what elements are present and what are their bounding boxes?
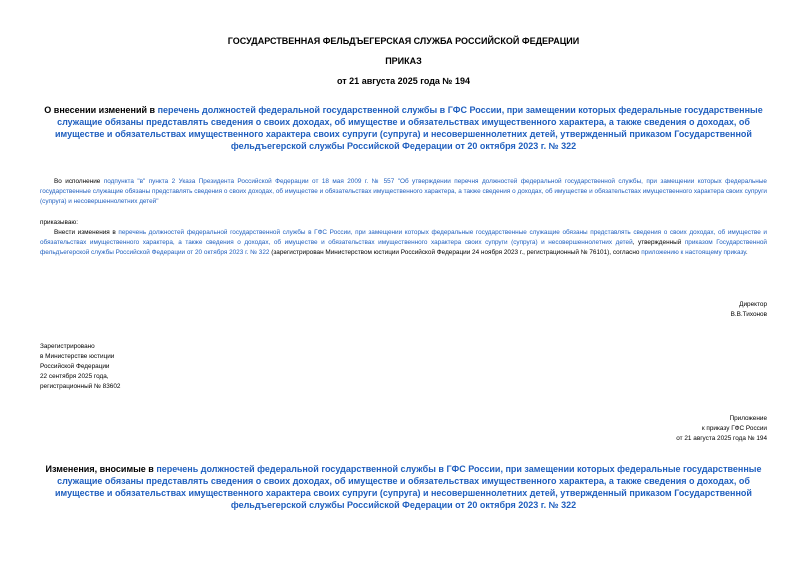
document-title-prefix: О внесении изменений в — [44, 105, 158, 115]
body-text-2: , утвержденный — [632, 239, 685, 246]
appendix-ref-line-1: Приложение — [729, 415, 767, 422]
appendix-reference-block — [676, 414, 767, 444]
registration-line-4: 22 сентября 2025 года, — [40, 373, 109, 380]
preamble-text: Во исполнение — [54, 178, 104, 185]
appendix-title — [40, 463, 767, 511]
registration-line-1: Зарегистрировано — [40, 343, 95, 350]
body-text-1: Внести изменения в — [54, 229, 119, 236]
decree-557-link[interactable]: подпункта "в" пункта 2 Указа Президента Российской Федерации от 18 мая 2009 г. № 557 "Об утверждении перечня должностей федеральной государственной службы, при замещении которых федеральные государственные служащие обязаны представлять сведения о своих доходах, об имуществе и обязательствах имущественного характера, а также сведения о доходах, об имуществе и обязательствах имущественного характера своих супруги (супруга) и несовершеннолетних детей" — [40, 178, 767, 205]
registration-block — [40, 342, 120, 392]
signature-block — [731, 300, 767, 320]
document-date-number: от 21 августа 2025 года № 194 — [337, 76, 470, 86]
registration-line-5: регистрационный № 83602 — [40, 383, 121, 390]
appendix-title-prefix: Изменения, вносимые в — [45, 464, 157, 474]
appendix-ref-line-3: от 21 августа 2025 года № 194 — [676, 435, 767, 442]
appendix-title-link[interactable]: перечень должностей федеральной государственной службы в ГФС России, при замещении которых федеральные государственные служащие обязаны представлять сведения о своих доходах, об имуществе и обязательствах имущественного характера, а также сведения о доходах, об имуществе и обязательствах имущественного характера своих супруги (супруга) и несовершеннолетних детей, утвержденный приказом Государственной фельдъегерской службы Российской Федерации от 20 октября 2023 г. № 322 — [55, 464, 762, 510]
appendix-link[interactable]: приложению к настоящему приказу — [641, 249, 746, 256]
document-title-link[interactable]: перечень должностей федеральной государственной службы в ГФС России, при замещении которых федеральные государственные служащие обязаны представлять сведения о своих доходах, об имуществе и обязательствах имущественного характера, а также сведения о доходах, об имуществе и обязательствах имущественного характера своих супруги (супруга) и несовершеннолетних детей, утвержденный приказом Государственной фельдъегерской службы Российской Федерации от 20 октября 2023 г. № 322 — [55, 105, 763, 151]
appendix-ref-line-2: к приказу ГФС России — [701, 425, 767, 432]
document-title — [40, 104, 767, 152]
agency-header: ГОСУДАРСТВЕННАЯ ФЕЛЬДЪЕГЕРСКАЯ СЛУЖБА РОССИЙСКОЙ ФЕДЕРАЦИИ — [227, 36, 580, 46]
registration-line-3: Российской Федерации — [40, 363, 110, 370]
positions-list-link[interactable]: перечень должностей федеральной государственной службы в ГФС России, при замещении которых федеральные государственные служащие обязаны представлять сведения о своих доходах, об имуществе и обязательствах имущественного характера, а также сведения о доходах, об имуществе и обязательствах имущественного характера своих супруги (супруга) и несовершеннолетних детей — [40, 229, 767, 246]
body-paragraph — [40, 228, 767, 258]
registration-line-2: в Министерстве юстиции — [40, 353, 115, 360]
signature-position: Директор — [739, 301, 767, 308]
order-322-link[interactable]: приказом Государственной фельдъегерской службы Российской Федерации от 20 октября 2023 г. № 322 — [40, 239, 767, 256]
body-text-3: (зарегистрирован Министерством юстиции Российской Федерации 24 ноября 2023 г., регистрационный № 76101), согласно — [269, 249, 642, 256]
order-word: приказываю: — [40, 219, 78, 226]
body-text-4: . — [745, 249, 748, 256]
signature-name: В.В.Тихонов — [730, 311, 767, 318]
preamble-paragraph — [40, 177, 767, 207]
document-type: ПРИКАЗ — [385, 56, 422, 66]
